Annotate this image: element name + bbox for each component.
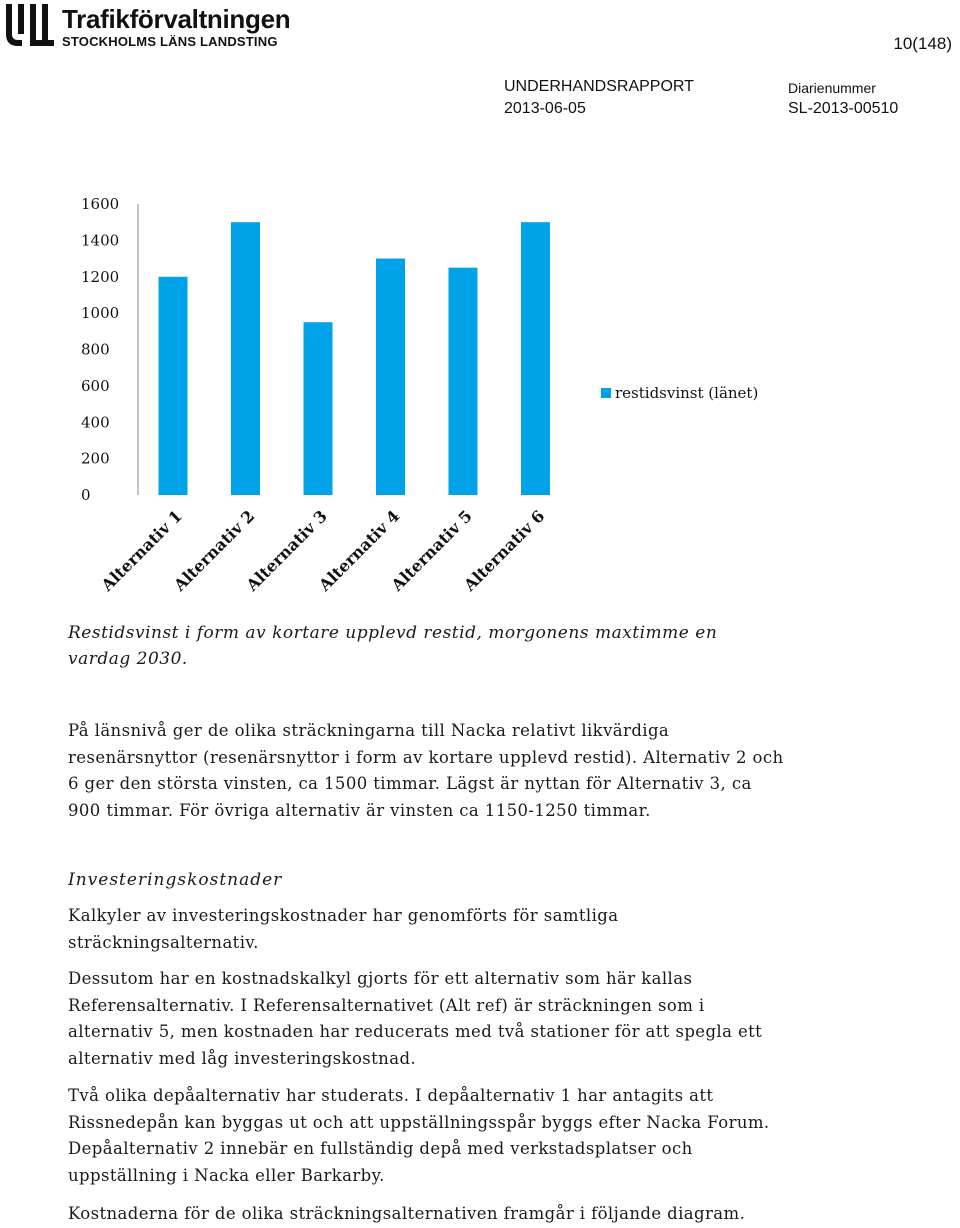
bar: [521, 222, 550, 495]
paragraph-calculations: Kalkyler av investeringskostnader har genomförts för samtliga sträckningsalternativ.: [68, 906, 619, 952]
logo-mark-icon: [0, 0, 58, 52]
x-category-label: Alternativ 5: [387, 506, 476, 595]
x-category-label: Alternativ 4: [314, 506, 404, 595]
report-date: 2013-06-05: [504, 100, 586, 117]
y-tick-label: 1000: [81, 304, 120, 323]
bar-chart: [60, 180, 960, 620]
y-tick-label: 1200: [81, 267, 120, 286]
org-subtitle: STOCKHOLMS LÄNS LANDSTING: [62, 34, 278, 49]
page-number: 10(148): [893, 34, 952, 53]
diary-label: Diarienummer: [788, 80, 876, 96]
y-tick-label: 1400: [81, 231, 120, 250]
org-name: Trafikförvaltningen: [62, 4, 291, 34]
paragraph-costs: Kostnaderna för de olika sträckningsalternativen framgår i följande diagram.: [68, 1204, 746, 1223]
legend-swatch: [601, 388, 611, 398]
x-category-label: Alternativ 6: [459, 506, 549, 595]
y-tick-label: 800: [81, 340, 110, 359]
paragraph-depot: Två olika depåalternativ har studerats. I depåalternativ 1 har antagits att Rissnedepån kan byggas ut och att uppställningsspår byggs efter Nacka Forum. Depåalternativ 2 innebär en fullständig depå med verkstadsplatser och uppställning i Nacka eller Barkarby.: [68, 1086, 770, 1185]
section-heading: Investeringskostnader: [68, 870, 283, 890]
organization-logo: [0, 0, 320, 56]
x-category-label: Alternativ 2: [169, 506, 259, 595]
bar: [449, 268, 478, 495]
y-tick-label: 600: [81, 376, 110, 395]
chart-svg: [60, 180, 960, 620]
bar: [231, 222, 260, 495]
paragraph-results: På länsnivå ger de olika sträckningarna till Nacka relativt likvärdiga resenärsnyttor (resenärsnyttor i form av kortare upplevd restid). Alternativ 2 och 6 ger den största vinsten, ca 1500 timmar. Lägst är nyttan för Alternativ 3, ca 900 timmar. För övriga alternativ är vinsten ca 1150-1250 timmar.: [68, 721, 784, 820]
y-tick-label: 1600: [81, 195, 120, 213]
report-type: UNDERHANDSRAPPORT: [504, 78, 694, 95]
bar: [376, 259, 405, 495]
legend-label: restidsvinst (länet): [615, 384, 759, 402]
y-tick-label: 400: [81, 413, 110, 432]
x-category-label: Alternativ 3: [242, 506, 331, 595]
bar: [159, 277, 188, 495]
x-category-label: Alternativ 1: [97, 506, 186, 595]
bar: [304, 322, 333, 495]
y-tick-label: 200: [81, 449, 110, 468]
diary-number: SL-2013-00510: [788, 100, 899, 117]
chart-caption: Restidsvinst i form av kortare upplevd restid, morgonens maxtimme en vardag 2030.: [68, 623, 718, 669]
y-tick-label: 0: [81, 486, 91, 504]
paragraph-reference-alternative: Dessutom har en kostnadskalkyl gjorts för ett alternativ som här kallas Referensalternativ. I Referensalternativet (Alt ref) är sträckningen som i alternativ 5, men kostnaden har reducerats med två stationer för att spegla ett alternativ med låg investeringskostnad.: [68, 969, 763, 1068]
